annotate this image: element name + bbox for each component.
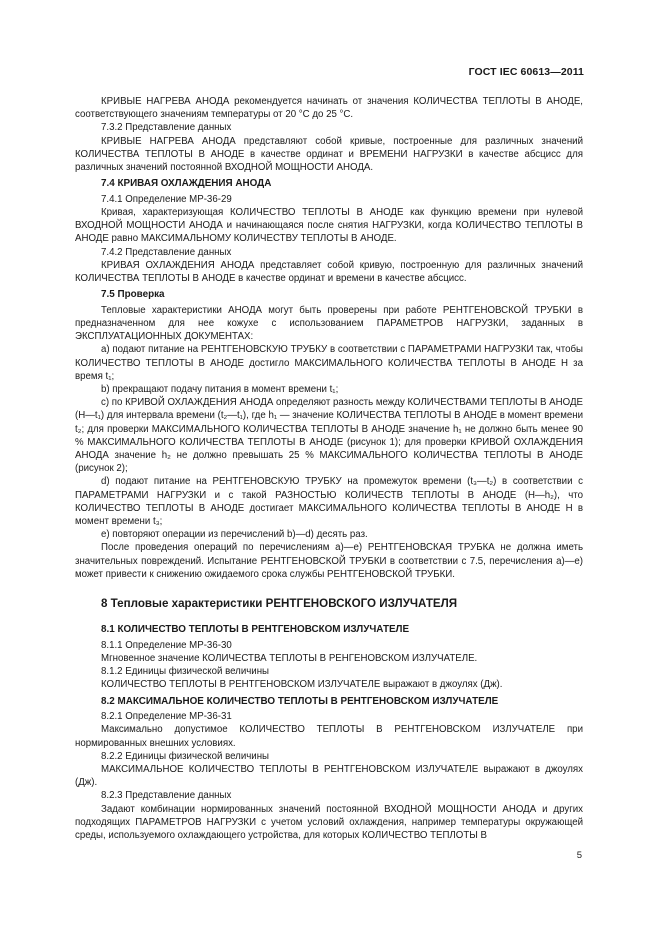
paragraph: После проведения операций по перечислениям а)—е) РЕНТГЕНОВСКАЯ ТРУБКА не должна иметь значительных повреждений. Испытание РЕНТГЕНОВСКОЙ ТРУБКИ в соответствии с 7.5, перечисления а)—е) может привести к снижению ожидаемого срока службы РЕНТГЕНОВСКОЙ ТРУБКИ. [75, 542, 583, 580]
subsection-heading: 7.3.2 Представление данных [101, 122, 232, 134]
subsection-heading: 8.1.2 Единицы физической величины [101, 666, 270, 678]
list-item: с) по КРИВОЙ ОХЛАЖДЕНИЯ АНОДА определяют разность между КОЛИЧЕСТВАМИ ТЕПЛОТЫ В АНОДЕ (H—t₁) для интервала времени (t₂—t₁), где h₁ — значение КОЛИЧЕСТВА ТЕПЛОТЫ В АНОДЕ в момент времени t₂; для проверки МАКСИМАЛЬНОГО КОЛИЧЕСТВА ТЕПЛОТЫ В АНОДЕ значение h₁ не должно быть менее 90 % МАКСИМАЛЬНОГО КОЛИЧЕСТВА ТЕПЛОТЫ В АНОДЕ (рисунок 1); для проверки КРИВОЙ ОХЛАЖДЕНИЯ АНОДА значение h₂ не должно превышать 25 % МАКСИМАЛЬНОГО КОЛИЧЕСТВА ТЕПЛОТЫ В АНОДЕ (рисунок 2); [75, 397, 583, 475]
paragraph: Кривая, характеризующая КОЛИЧЕСТВО ТЕПЛОТЫ В АНОДЕ как функцию времени при нулевой ВХОДНОЙ МОЩНОСТИ АНОДА и начинающаяся после снятия НАГРУЗКИ, когда КОЛИЧЕСТВО ТЕПЛОТЫ В АНОДЕ равно МАКСИМАЛЬНОМУ КОЛИЧЕСТВУ ТЕПЛОТЫ В АНОДЕ. [75, 207, 583, 245]
paragraph: КРИВЫЕ НАГРЕВА АНОДА представляют собой кривые, построенные для различных значений КОЛИЧЕСТВА ТЕПЛОТЫ В АНОДЕ в качестве ординат и ВРЕМЕНИ НАГРУЗКИ в качестве абсцисс для различных значений постоянной ВХОДНОЙ МОЩНОСТИ АНОДА. [75, 135, 583, 174]
list-item: d) подают питание на РЕНТГЕНОВСКУЮ ТРУБКУ на промежуток времени (t₃—t₂) в соответствии с ПАРАМЕТРАМИ НАГРУЗКИ и с такой РАЗНОСТЬЮ КОЛИЧЕСТВ ТЕПЛОТЫ В АНОДЕ (H—h₂), что КОЛИЧЕСТВО ТЕПЛОТЫ В АНОДЕ достигает МАКСИМАЛЬНОГО КОЛИЧЕСТВА ТЕПЛОТЫ В АНОДЕ H в момент времени t₃; [75, 476, 583, 528]
paragraph: Задают комбинации нормированных значений постоянной ВХОДНОЙ МОЩНОСТИ АНОДА и других подходящих ПАРАМЕТРОВ НАГРУЗКИ с учетом условий охлаждения, например температуры окружающей среды, используемого охлаждающего устройства, для которых КОЛИЧЕСТВО ТЕПЛОТЫ В [75, 803, 583, 841]
paragraph: Мгновенное значение КОЛИЧЕСТВА ТЕПЛОТЫ В РЕНГЕНОВСКОМ ИЗЛУЧАТЕЛЕ. [101, 652, 478, 664]
subsection-heading: 7.4.2 Представление данных [101, 246, 232, 258]
subsection-heading: 8.1.1 Определение МР-36-30 [101, 639, 232, 651]
chapter-heading: 8 Тепловые характеристики РЕНТГЕНОВСКОГО ИЗЛУЧАТЕЛЯ [101, 597, 458, 611]
list-item: е) повторяют операции из перечислений b)—d) десять раз. [101, 529, 368, 541]
subsection-heading: 8.2.2 Единицы физической величины [101, 750, 270, 762]
paragraph: КОЛИЧЕСТВО ТЕПЛОТЫ В РЕНТГЕНОВСКОМ ИЗЛУЧАТЕЛЕ выражают в джоулях (Дж). [101, 679, 503, 691]
subsection-heading: 8.2.1 Определение МР-36-31 [101, 711, 232, 723]
subsection-heading: 7.4.1 Определение МР-36-29 [101, 193, 232, 205]
section-heading: 8.1 КОЛИЧЕСТВО ТЕПЛОТЫ В РЕНТГЕНОВСКОМ ИЗЛУЧАТЕЛЕ [101, 624, 410, 636]
paragraph: Максимально допустимое КОЛИЧЕСТВО ТЕПЛОТЫ В РЕНТГЕНОВСКОМ ИЗЛУЧАТЕЛЕ при нормированных внешних условиях. [75, 724, 583, 749]
paragraph: КРИВЫЕ НАГРЕВА АНОДА рекомендуется начинать от значения КОЛИЧЕСТВА ТЕПЛОТЫ В АНОДЕ, соответствующего значениям температуры от 20 °С до 25 °С. [75, 96, 583, 121]
paragraph: КРИВАЯ ОХЛАЖДЕНИЯ АНОДА представляет собой кривую, построенную для различных значений КОЛИЧЕСТВА ТЕПЛОТЫ В АНОДЕ в качестве ординат и времени в качестве абсцисс. [75, 259, 583, 285]
page-header-standard: ГОСТ IEC 60613—2011 [468, 66, 584, 78]
subsection-heading: 8.2.3 Представление данных [101, 790, 232, 802]
list-item: b) прекращают подачу питания в момент времени t₁; [101, 384, 339, 396]
section-heading: 7.4 КРИВАЯ ОХЛАЖДЕНИЯ АНОДА [101, 178, 272, 190]
page-body [75, 95, 583, 842]
paragraph: Тепловые характеристики АНОДА могут быть проверены при работе РЕНТГЕНОВСКОЙ ТРУБКИ в предназначенном для нее кожухе с использованием ПАРАМЕТРОВ НАГРУЗКИ, заданных в ЭКСПЛУАТАЦИОННЫХ ДОКУМЕНТАХ: [75, 304, 583, 343]
paragraph: МАКСИМАЛЬНОЕ КОЛИЧЕСТВО ТЕПЛОТЫ В РЕНТГЕНОВСКОМ ИЗЛУЧАТЕЛЕ выражают в джоулях (Дж). [75, 763, 583, 789]
section-heading: 8.2 МАКСИМАЛЬНОЕ КОЛИЧЕСТВО ТЕПЛОТЫ В РЕНТГЕНОВСКОМ ИЗЛУЧАТЕЛЕ [101, 695, 499, 707]
section-heading: 7.5 Проверка [101, 289, 165, 301]
page-number: 5 [576, 850, 582, 861]
list-item: а) подают питание на РЕНТГЕНОВСКУЮ ТРУБКУ в соответствии с ПАРАМЕТРАМИ НАГРУЗКИ так, чтобы КОЛИЧЕСТВО ТЕПЛОТЫ В АНОДЕ достигло МАКСИМАЛЬНОГО КОЛИЧЕСТВА ТЕПЛОТЫ В АНОДЕ H за время t₁; [75, 344, 583, 382]
